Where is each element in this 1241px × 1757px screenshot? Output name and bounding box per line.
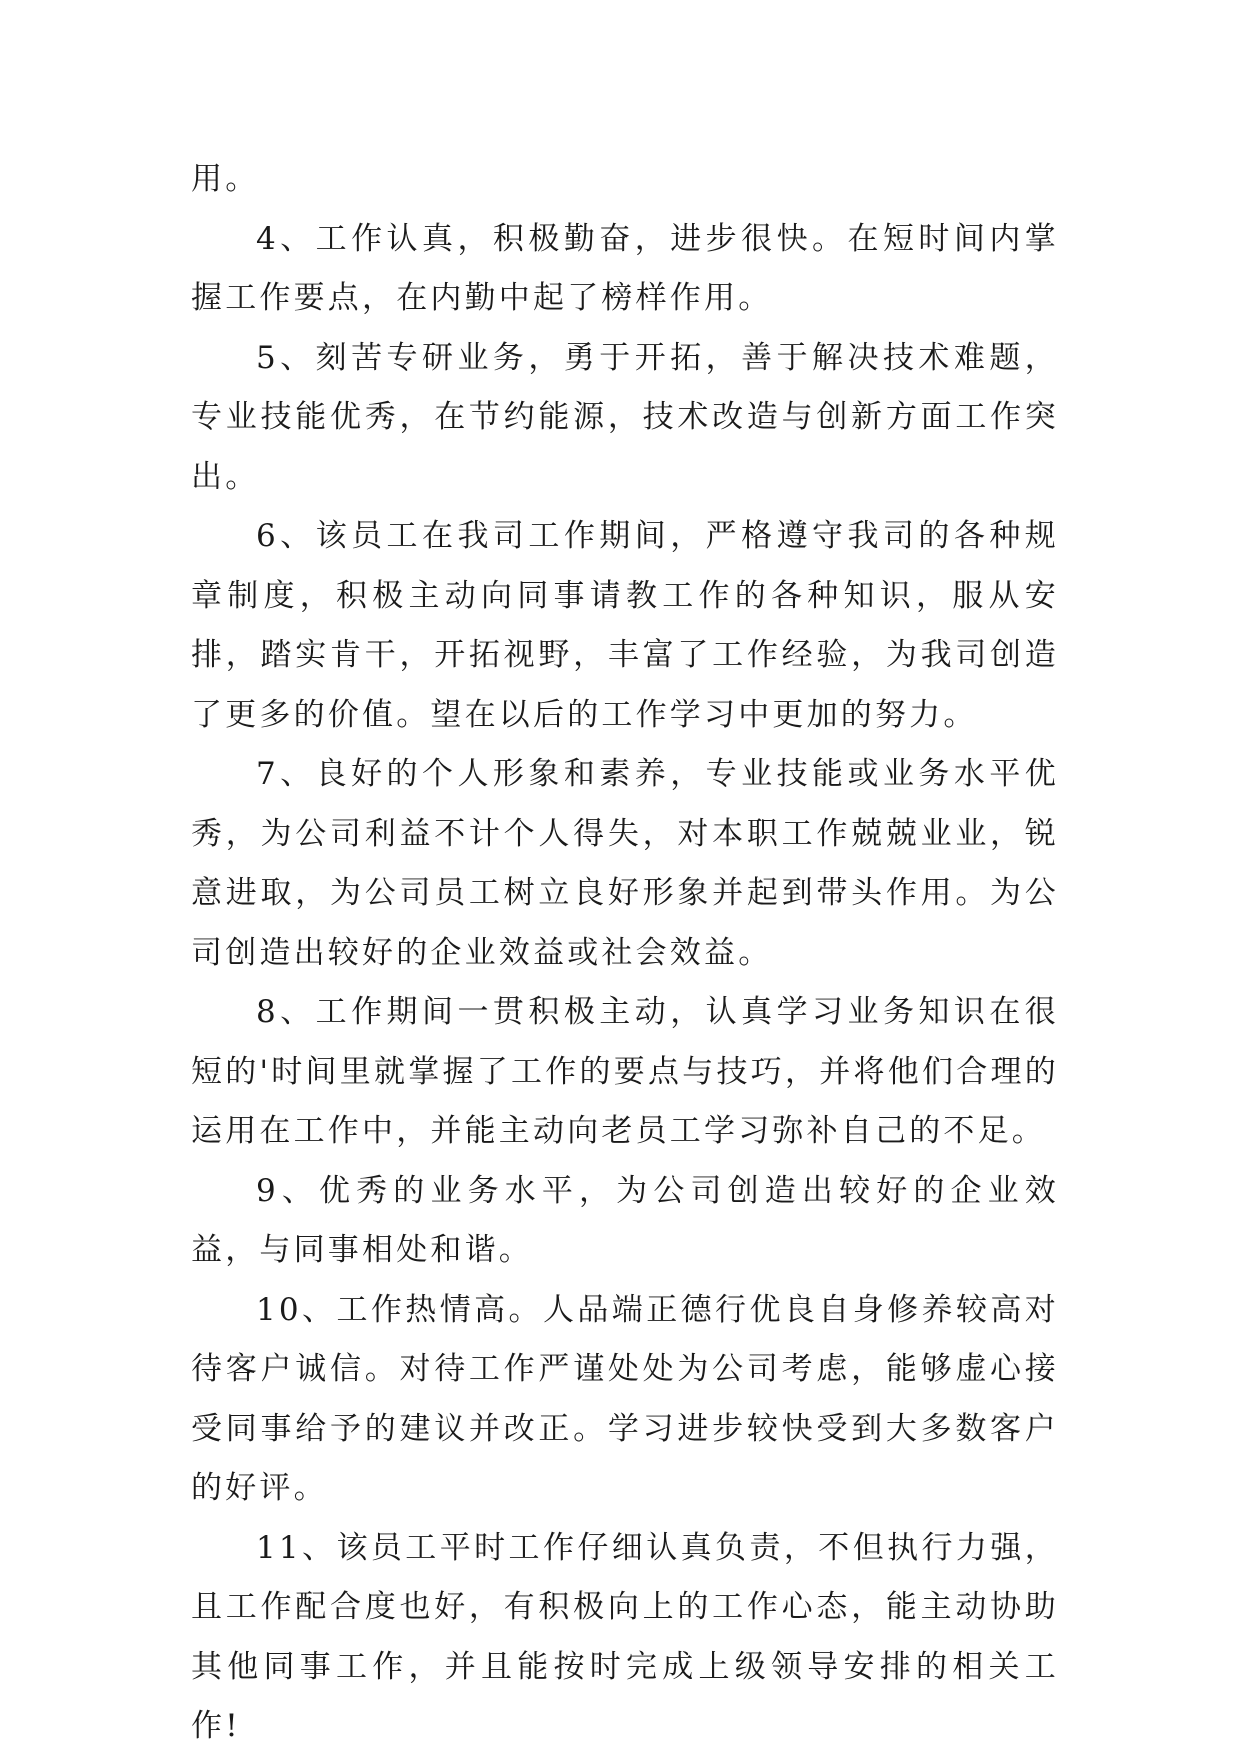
paragraph-item-7: 7、良好的个人形象和素养，专业技能或业务水平优秀，为公司利益不计个人得失，对本职工作兢兢业业，锐意进取，为公司员工树立良好形象并起到带头作用。为公司创造出较好的企业效益或社会效益。: [191, 756, 1059, 971]
paragraph-item-9: 9、优秀的业务水平，为公司创造出较好的企业效益，与同事相处和谐。: [191, 1172, 1059, 1268]
paragraph-item-6: 6、该员工在我司工作期间，严格遵守我司的各种规章制度，积极主动向同事请教工作的各种知识，服从安排，踏实肯干，开拓视野，丰富了工作经验，为我司创造了更多的价值。望在以后的工作学习中更加的努力。: [191, 518, 1059, 733]
paragraph-item-5: 5、刻苦专研业务，勇于开拓，善于解决技术难题，专业技能优秀，在节约能源，技术改造与创新方面工作突出。: [191, 339, 1059, 495]
paragraph-continuation: 用。: [191, 161, 260, 197]
document-page: [191, 150, 1059, 1757]
paragraph-item-4: 4、工作认真，积极勤奋，进步很快。在短时间内掌握工作要点，在内勤中起了榜样作用。: [191, 220, 1059, 316]
paragraph-item-10: 10、工作热情高。人品端正德行优良自身修养较高对待客户诚信。对待工作严谨处处为公司考虑，能够虚心接受同事给予的建议并改正。学习进步较快受到大多数客户的好评。: [191, 1291, 1059, 1506]
paragraph-item-8: 8、工作期间一贯积极主动，认真学习业务知识在很短的'时间里就掌握了工作的要点与技巧，并将他们合理的运用在工作中，并能主动向老员工学习弥补自己的不足。: [191, 994, 1059, 1149]
paragraph-item-11: 11、该员工平时工作仔细认真负责，不但执行力强，且工作配合度也好，有积极向上的工作心态，能主动协助其他同事工作，并且能按时完成上级领导安排的相关工作!: [191, 1529, 1059, 1744]
